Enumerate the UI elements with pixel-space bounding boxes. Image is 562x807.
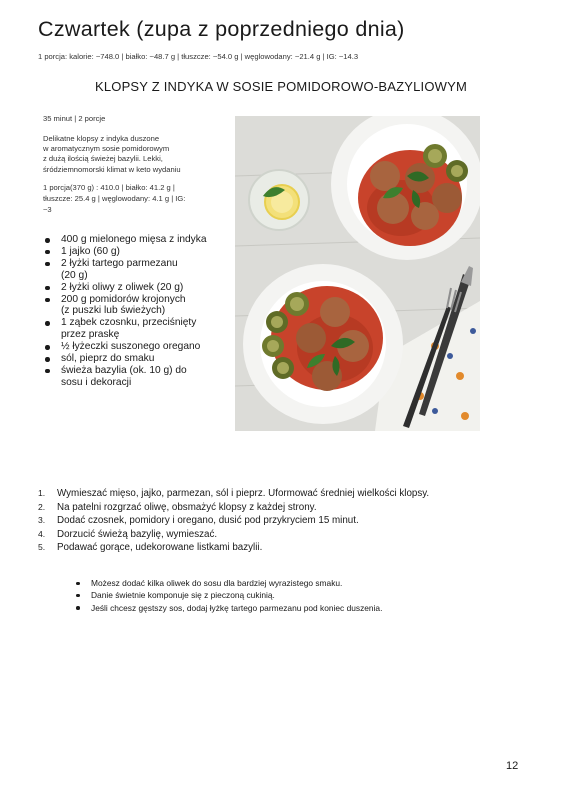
ingredient-item bbox=[43, 234, 238, 246]
description-line: Delikatne klopsy z indyka duszone bbox=[43, 134, 160, 143]
ingredient-text: (z puszki lub świeżych) bbox=[61, 305, 166, 317]
step-text: Dodać czosnek, pomidory i oregano, dusić pod przykryciem 15 minut. bbox=[57, 515, 359, 527]
tip-item bbox=[74, 602, 514, 614]
ingredient-text: sól, pieprz do smaku bbox=[61, 353, 155, 365]
step-text: Dorzucić świeżą bazylię, wymieszać. bbox=[57, 528, 218, 540]
nutrition-line: 1 porcja(370 g) : 410.0 | białko: 41.2 g | bbox=[43, 183, 175, 192]
ingredient-item bbox=[43, 258, 238, 282]
steps-list bbox=[38, 487, 538, 555]
step-item bbox=[38, 528, 538, 542]
ingredient-text: 2 łyżki tartego parmezanu bbox=[61, 257, 178, 269]
nutrition-line: tłuszcze: 25.4 g | węglowodany: 4.1 g | IG: bbox=[43, 193, 186, 203]
ingredient-text: 1 ząbek czosnku, przeciśnięty bbox=[61, 317, 197, 329]
step-number: 1. bbox=[38, 488, 46, 498]
step-text: Podawać gorące, udekorowane listkami bazylii. bbox=[57, 542, 263, 554]
recipe-title: KLOPSY Z INDYKA W SOSIE POMIDOROWO-BAZYLIOWYM bbox=[94, 79, 468, 94]
page-title: Czwartek (zupa z poprzedniego dnia) bbox=[38, 17, 405, 41]
step-number: 5. bbox=[38, 542, 46, 553]
food-photo bbox=[235, 116, 480, 431]
ingredient-text: świeża bazylia (ok. 10 g) do bbox=[61, 364, 187, 376]
step-item bbox=[38, 514, 538, 528]
step-number: 2. bbox=[38, 501, 46, 512]
ingredient-text: 2 łyżki oliwy z oliwek (20 g) bbox=[61, 281, 184, 293]
ingredient-item bbox=[43, 353, 238, 365]
description-line: śródziemnomorski klimat w keto wydaniu bbox=[43, 164, 181, 174]
step-text: Na patelni rozgrzać oliwę, obsmażyć klopsy z każdej strony. bbox=[57, 501, 317, 513]
food-photo-illustration bbox=[235, 116, 480, 431]
ingredient-item bbox=[43, 246, 238, 258]
tip-text: Jeśli chcesz gęstszy sos, dodaj łyżkę tartego parmezanu pod koniec duszenia. bbox=[91, 602, 383, 613]
tips-list bbox=[74, 577, 514, 614]
ingredient-text: przez praskę bbox=[61, 329, 120, 341]
step-item bbox=[38, 487, 538, 501]
step-text: Wymieszać mięso, jajko, parmezan, sól i pieprz. Uformować średniej wielkości klopsy. bbox=[57, 488, 430, 499]
ingredient-text: 1 jajko (60 g) bbox=[61, 245, 120, 257]
recipe-description bbox=[43, 134, 223, 175]
page-number: 12 bbox=[506, 760, 519, 772]
ingredient-item bbox=[43, 317, 238, 341]
step-number: 4. bbox=[38, 528, 46, 539]
step-item bbox=[38, 501, 538, 515]
tip-text: Danie świetnie komponuje się z pieczoną cukinią. bbox=[91, 590, 275, 601]
tip-text: Możesz dodać kilka oliwek do sosu dla bardziej wyrazistego smaku. bbox=[91, 578, 343, 588]
recipe-meta: 35 minut | 2 porcje bbox=[43, 114, 106, 123]
ingredient-item bbox=[43, 294, 238, 318]
ingredient-text: 400 g mielonego mięsa z indyka bbox=[61, 234, 207, 245]
ingredient-text: sosu i dekoracji bbox=[61, 376, 132, 388]
ingredient-item bbox=[43, 365, 238, 389]
page-nutrition-summary: 1 porcja: kalorie: ~748.0 | białko: ~48.7 g | tłuszcze: ~54.0 g | węglowodany: ~21.4 g | IG: ~14.3 bbox=[38, 52, 359, 61]
ingredients-list bbox=[43, 234, 238, 389]
step-item bbox=[38, 541, 538, 555]
ingredient-text: ½ łyżeczki suszonego oregano bbox=[61, 341, 201, 353]
recipe-nutrition bbox=[43, 183, 223, 215]
ingredient-text: 200 g pomidorów krojonych bbox=[61, 293, 186, 305]
ingredient-item bbox=[43, 282, 238, 294]
tip-item bbox=[74, 577, 514, 589]
step-number: 3. bbox=[38, 515, 46, 526]
description-line: z dużą ilością świeżej bazylii. Lekki, bbox=[43, 154, 163, 164]
ingredient-item bbox=[43, 341, 238, 353]
ingredient-text: (20 g) bbox=[61, 269, 88, 281]
description-line: w aromatycznym sosie pomidorowym bbox=[43, 144, 170, 154]
nutrition-line: ~3 bbox=[43, 204, 52, 214]
tip-item bbox=[74, 589, 514, 601]
